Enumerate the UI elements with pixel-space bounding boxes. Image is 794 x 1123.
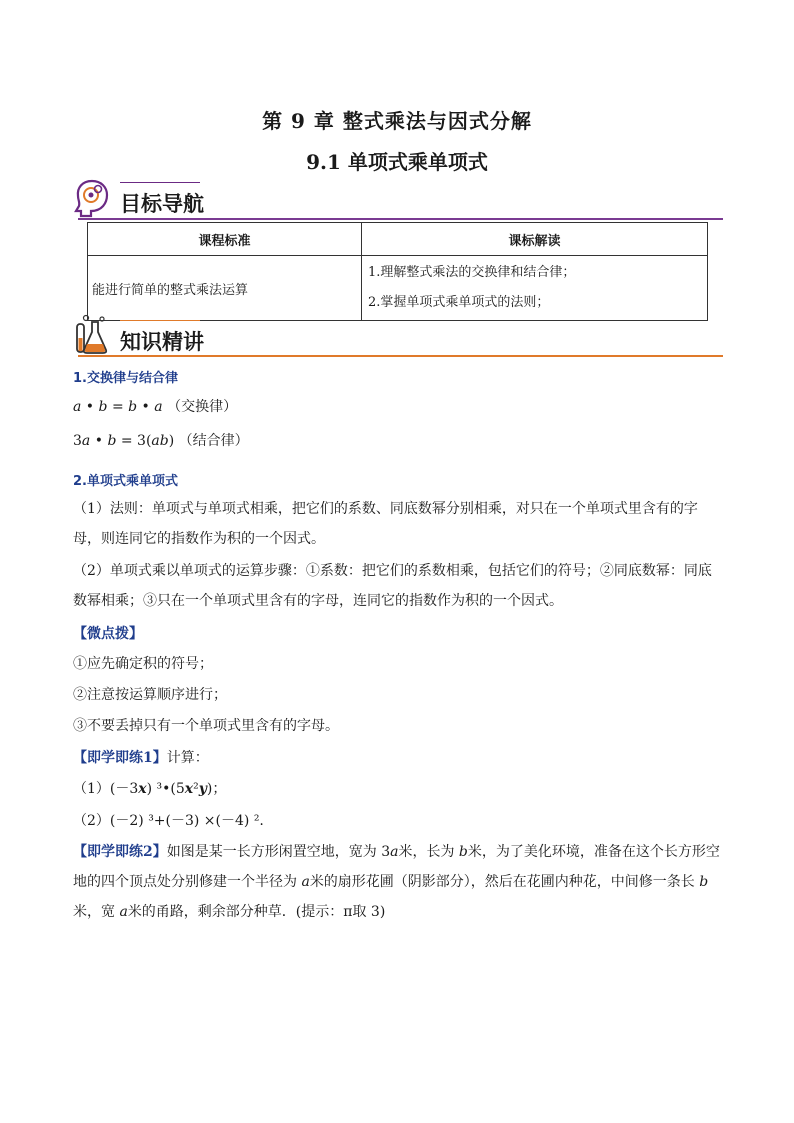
exercise-label: 【即学即练1】 xyxy=(73,750,167,766)
exercise-1 xyxy=(73,743,723,773)
standards-table xyxy=(87,222,708,321)
lab-flask-icon xyxy=(72,314,110,356)
subsection-title: 2.单项式乘单项式 xyxy=(73,474,178,489)
table-header-reading: 课标解读 xyxy=(362,223,708,256)
head-gears-icon xyxy=(74,178,110,218)
formula-associative: 3a • b = 3(ab) （结合律） xyxy=(73,433,249,449)
exercise-prompt: 计算： xyxy=(166,750,209,766)
tip-label: 【微点拨】 xyxy=(73,626,143,642)
tip-item: ①应先确定积的符号； xyxy=(73,656,213,672)
section-heading-goals: 目标导航 xyxy=(120,192,204,216)
table-header-standard: 课程标准 xyxy=(88,223,362,256)
chapter-title: 第 9 章 整式乘法与因式分解 xyxy=(262,109,532,133)
table-cell-standard: 能进行简单的整式乘法运算 xyxy=(88,256,362,321)
section-title: 9.1 单项式乘单项式 xyxy=(306,150,488,174)
tip-item: ③不要丢掉只有一个单项式里含有的字母。 xyxy=(73,718,339,734)
rule-paragraph: （1）法则：单项式与单项式相乘，把它们的系数、同底数幂分别相乘，对只在一个单项式里含有的字母，则连同它的指数作为积的一个因式。 xyxy=(73,501,698,547)
header-accent-line xyxy=(120,320,200,321)
reading-item: 2.掌握单项式乘单项式的法则； xyxy=(368,295,550,310)
formula-note: （结合律） xyxy=(178,433,249,449)
exercise-1-question-1: （1）(－3x) ³•(5x²y)； xyxy=(73,781,227,797)
steps-paragraph: （2）单项式乘以单项式的运算步骤：①系数：把它们的系数相乘，包括它们的符号；②同底数幂：同底数幂相乘；③只在一个单项式里含有的字母，连同它的指数作为积的一个因式。 xyxy=(73,563,712,609)
formula-note: （交换律） xyxy=(167,399,238,415)
exercise-label: 【即学即练2】 xyxy=(73,844,167,860)
reading-item: 1.理解整式乘法的交换律和结合律； xyxy=(368,265,576,280)
formula-commutative: a • b = b • a （交换律） xyxy=(73,399,238,415)
subsection-title: 1.交换律与结合律 xyxy=(73,371,178,386)
section-divider xyxy=(78,355,723,357)
tip-item: ②注意按运算顺序进行； xyxy=(73,687,227,703)
exercise-1-question-2: （2）(－2) ³+(－3) ×(－4) ². xyxy=(73,813,264,829)
header-accent-line xyxy=(120,182,200,183)
section-divider xyxy=(78,218,723,220)
exercise-2: 【即学即练2】如图是某一长方形闲置空地，宽为 3a米，长为 b米，为了美化环境，准备在这个长方形空地的四个顶点处分别修建一个半径为 a米的扇形花圃（阴影部分），然后在花圃内种花，中间修一条长 b米，宽 a米的甬路，剩余部分种草．(提示：π取 3) xyxy=(73,844,720,920)
section-heading-knowledge: 知识精讲 xyxy=(120,330,204,354)
table-cell-reading xyxy=(362,256,708,321)
